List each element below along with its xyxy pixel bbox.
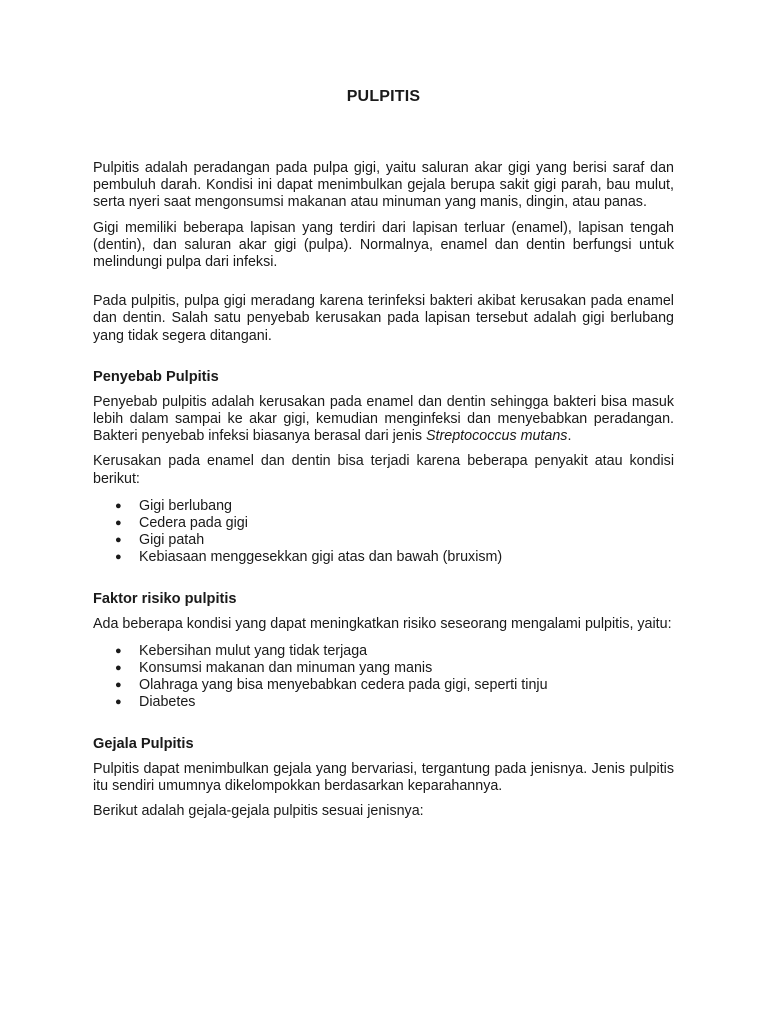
faktor-list [93, 643, 674, 712]
list-item [93, 660, 674, 677]
bacteria-name: Streptococcus mutans [426, 428, 568, 445]
list-item-text: Cedera pada gigi [139, 515, 248, 532]
list-item-text: Diabetes [139, 694, 196, 711]
bullet-icon: ● [115, 679, 122, 692]
list-item [93, 694, 674, 711]
list-item-text: Gigi berlubang [139, 497, 232, 514]
penyebab-paragraph-1 [93, 394, 674, 446]
list-item [93, 515, 674, 532]
gejala-paragraph-2: Berikut adalah gejala-gejala pulpitis sesuai jenisnya: [93, 803, 424, 820]
penyebab-paragraph-2: Kerusakan pada enamel dan dentin bisa terjadi karena beberapa penyakit atau kondisi berikut: [93, 453, 674, 487]
bullet-icon: ● [115, 551, 122, 564]
intro-paragraph-3: Pada pulpitis, pulpa gigi meradang karena terinfeksi bakteri akibat kerusakan pada enamel dan dentin. Salah satu penyebab kerusakan pada lapisan tersebut adalah gigi berlubang yang tidak segera ditangani. [93, 293, 674, 344]
list-item [93, 532, 674, 549]
list-item [93, 498, 674, 515]
bullet-icon: ● [115, 534, 122, 547]
list-item [93, 643, 674, 660]
penyebab-paragraph-1-end: . [567, 428, 572, 445]
document-title: PULPITIS [346, 88, 421, 105]
list-item-text: Kebiasaan menggesekkan gigi atas dan bawah (bruxism) [139, 549, 503, 566]
bullet-icon: ● [115, 696, 122, 709]
intro-paragraph-1: Pulpitis adalah peradangan pada pulpa gigi, yaitu saluran akar gigi yang berisi saraf dan pembuluh darah. Kondisi ini dapat menimbulkan gejala berupa sakit gigi parah, bau mulut, serta nyeri saat mengonsumsi makanan atau minuman yang manis, dingin, atau panas. [93, 160, 674, 211]
list-item-text: Konsumsi makanan dan minuman yang manis [139, 660, 433, 677]
section-heading-faktor: Faktor risiko pulpitis [93, 590, 237, 607]
intro-paragraph-2: Gigi memiliki beberapa lapisan yang terdiri dari lapisan terluar (enamel), lapisan tengah (dentin), dan saluran akar gigi (pulpa). Normalnya, enamel dan dentin berfungsi untuk melindungi pulpa dari infeksi. [93, 219, 674, 271]
bullet-icon: ● [115, 644, 122, 657]
faktor-paragraph-1: Ada beberapa kondisi yang dapat meningkatkan risiko seseorang mengalami pulpitis, yaitu: [93, 615, 672, 632]
bullet-icon: ● [115, 662, 122, 675]
section-heading-gejala: Gejala Pulpitis [93, 735, 194, 752]
list-item-text: Olahraga yang bisa menyebabkan cedera pada gigi, seperti tinju [139, 677, 548, 694]
gejala-paragraph-1: Pulpitis dapat menimbulkan gejala yang bervariasi, tergantung pada jenisnya. Jenis pulpitis itu sendiri umumnya dikelompokkan berdasarkan keparahannya. [93, 760, 674, 794]
list-item [93, 549, 674, 566]
list-item-text: Gigi patah [139, 532, 205, 549]
list-item-text: Kebersihan mulut yang tidak terjaga [139, 642, 368, 659]
bullet-icon: ● [115, 517, 122, 530]
section-heading-penyebab: Penyebab Pulpitis [93, 368, 219, 385]
bullet-icon: ● [115, 499, 122, 512]
penyebab-list [93, 498, 674, 567]
penyebab-paragraph-1-text: Penyebab pulpitis adalah kerusakan pada enamel dan dentin sehingga bakteri bisa masuk lebih dalam sampai ke akar gigi, kemudian menginfeksi dan menyebabkan peradangan. Bakteri penyebab infeksi biasanya berasal dari jenis [93, 393, 674, 445]
list-item [93, 677, 674, 694]
